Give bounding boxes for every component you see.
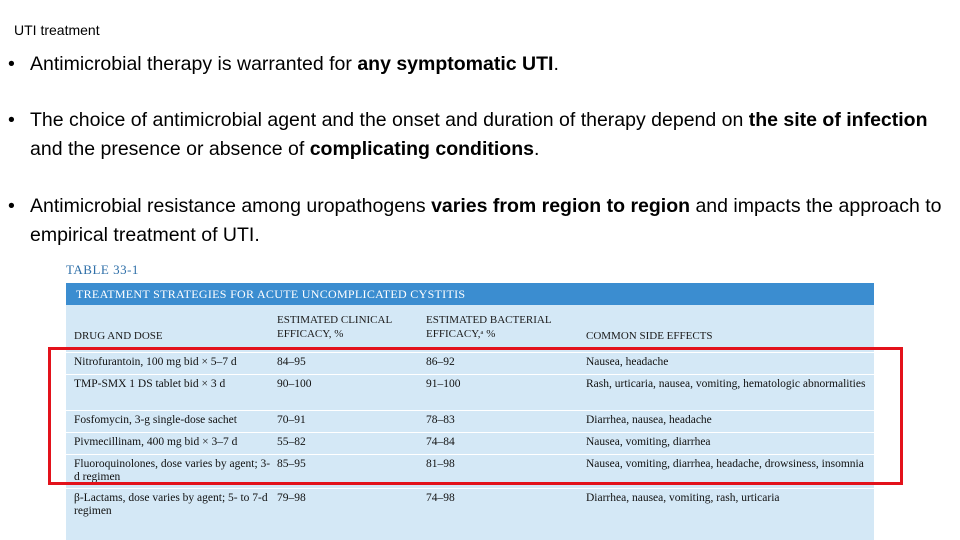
table-cell: Diarrhea, nausea, headache	[586, 414, 712, 426]
table-row	[66, 488, 874, 529]
bullet-text-segment: and the presence or absence of	[30, 138, 310, 160]
bullet-text-segment: The choice of antimicrobial agent and the onset and duration of therapy depend on	[30, 109, 749, 131]
bullet-dot-icon: •	[8, 195, 15, 217]
table-cell: 84–95	[277, 356, 306, 368]
bullet-bold-text: complicating conditions	[309, 138, 534, 160]
table-heading: TREATMENT STRATEGIES FOR ACUTE UNCOMPLICATED CYSTITIS	[66, 283, 874, 305]
table-cell: 78–83	[426, 414, 455, 426]
bullet-text	[30, 192, 953, 250]
bullet-text	[30, 106, 953, 164]
table-cell: 79–98	[277, 492, 306, 504]
table-cell: Nausea, vomiting, diarrhea	[586, 436, 711, 448]
bullet-text	[30, 50, 953, 79]
bullet-text-segment: and impacts the approach to empirical treatment of UTI.	[30, 195, 942, 246]
table-cell: 74–84	[426, 436, 455, 448]
bullet-text-segment: .	[533, 138, 540, 160]
column-header: ESTIMATED BACTERIAL EFFICACY,ᵃ %	[426, 314, 552, 340]
table-cell: 85–95	[277, 458, 306, 470]
table-cell: Fluoroquinolones, dose varies by agent; 3-d regimen	[74, 458, 271, 483]
bullet-dot-icon: •	[8, 109, 15, 131]
table-cell: Nausea, vomiting, diarrhea, headache, drowsiness, insomnia	[586, 458, 864, 470]
table-cell: 81–98	[426, 458, 455, 470]
bullet-text-segment: Antimicrobial therapy is warranted for	[30, 53, 358, 75]
column-header: ESTIMATED CLINICAL EFFICACY, %	[277, 314, 392, 340]
table-cell: Rash, urticaria, nausea, vomiting, hematologic abnormalities	[586, 378, 866, 390]
table-cell: 74–98	[426, 492, 455, 504]
table-cell: Pivmecillinam, 400 mg bid × 3–7 d	[74, 436, 238, 448]
table-cell: Fosfomycin, 3-g single-dose sachet	[74, 414, 237, 426]
table-cell: 70–91	[277, 414, 306, 426]
slide-title: UTI treatment	[14, 22, 100, 38]
table-cell: β-Lactams, dose varies by agent; 5- to 7-d regimen	[74, 492, 268, 517]
table-cell: Nausea, headache	[586, 356, 669, 368]
table-cell: 91–100	[426, 378, 461, 390]
bullet-item	[8, 50, 953, 79]
table-cell: Nitrofurantoin, 100 mg bid × 5–7 d	[74, 356, 237, 368]
bullet-dot-icon: •	[8, 53, 15, 75]
column-header: DRUG AND DOSE	[74, 330, 163, 342]
table-cell: 86–92	[426, 356, 455, 368]
column-header: COMMON SIDE EFFECTS	[586, 330, 713, 342]
table-cell: 55–82	[277, 436, 306, 448]
bullet-item	[8, 106, 953, 164]
bullet-bold-text: varies from region to region	[431, 195, 691, 217]
bullet-bold-text: the site of infection	[748, 109, 928, 131]
bullet-text-segment: Antimicrobial resistance among uropathogens	[30, 195, 432, 217]
table-cell: TMP-SMX 1 DS tablet bid × 3 d	[74, 378, 226, 390]
table-cell: Diarrhea, nausea, vomiting, rash, urticaria	[586, 492, 780, 504]
table-label: TABLE 33-1	[66, 262, 139, 277]
bullet-bold-text: any symptomatic UTI	[357, 53, 554, 75]
table-cell: 90–100	[277, 378, 312, 390]
highlight-box	[48, 347, 903, 485]
bullet-item	[8, 192, 953, 250]
bullet-text-segment: .	[553, 53, 559, 75]
